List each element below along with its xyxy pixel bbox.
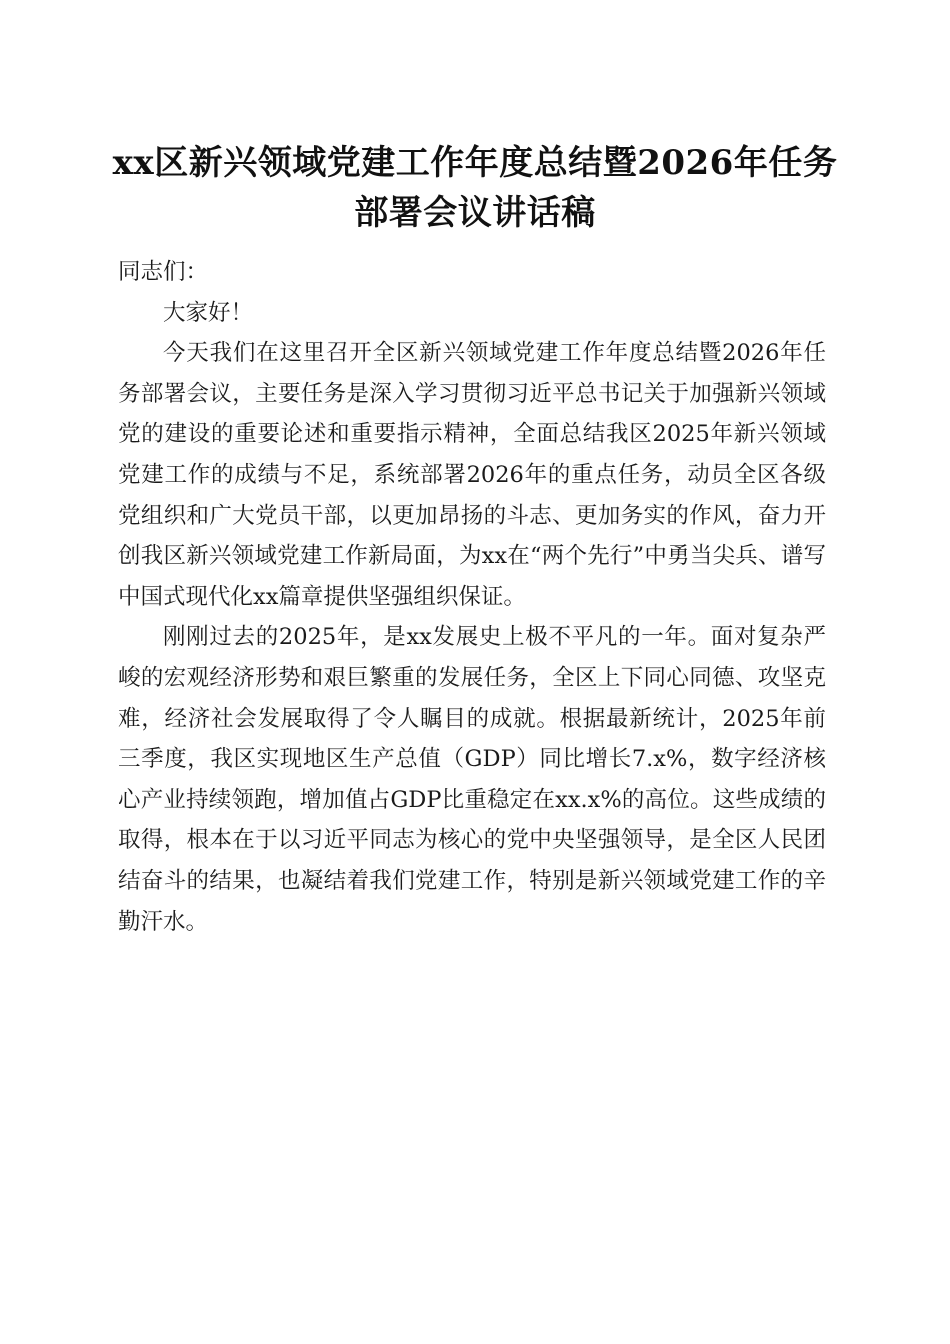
document-title: xx区新兴领域党建工作年度总结暨2026年任务部署会议讲话稿 — [112, 143, 838, 233]
document-body — [118, 252, 826, 942]
paragraph-review-2025: 刚刚过去的2025年，是xx发展史上极不平凡的一年。面对复杂严峻的宏观经济形势和艰巨繁重的发展任务，全区上下同心同德、攻坚克难，经济社会发展取得了令人瞩目的成就。根据最新统计，2025年前三季度，我区实现地区生产总值（GDP）同比增长7.x%，数字经济核心产业持续领跑，增加值占GDP比重稳定在xx.x%的高位。这些成绩的取得，根本在于以习近平同志为核心的党中央坚强领导，是全区人民团结奋斗的结果，也凝结着我们党建工作，特别是新兴领域党建工作的辛勤汗水。 — [118, 624, 826, 935]
greeting: 大家好！ — [163, 299, 254, 326]
paragraph-opening: 今天我们在这里召开全区新兴领域党建工作年度总结暨2026年任务部署会议，主要任务是深入学习贯彻习近平总书记关于加强新兴领域党的建设的重要论述和重要指示精神，全面总结我区2025年新兴领域党建工作的成绩与不足，系统部署2026年的重点任务，动员全区各级党组织和广大党员干部，以更加昂扬的斗志、更加务实的作风，奋力开创我区新兴领域党建工作新局面，为xx在“两个先行”中勇当尖兵、谱写中国式现代化xx篇章提供坚强组织保证。 — [118, 340, 826, 610]
salutation: 同志们： — [118, 259, 209, 285]
